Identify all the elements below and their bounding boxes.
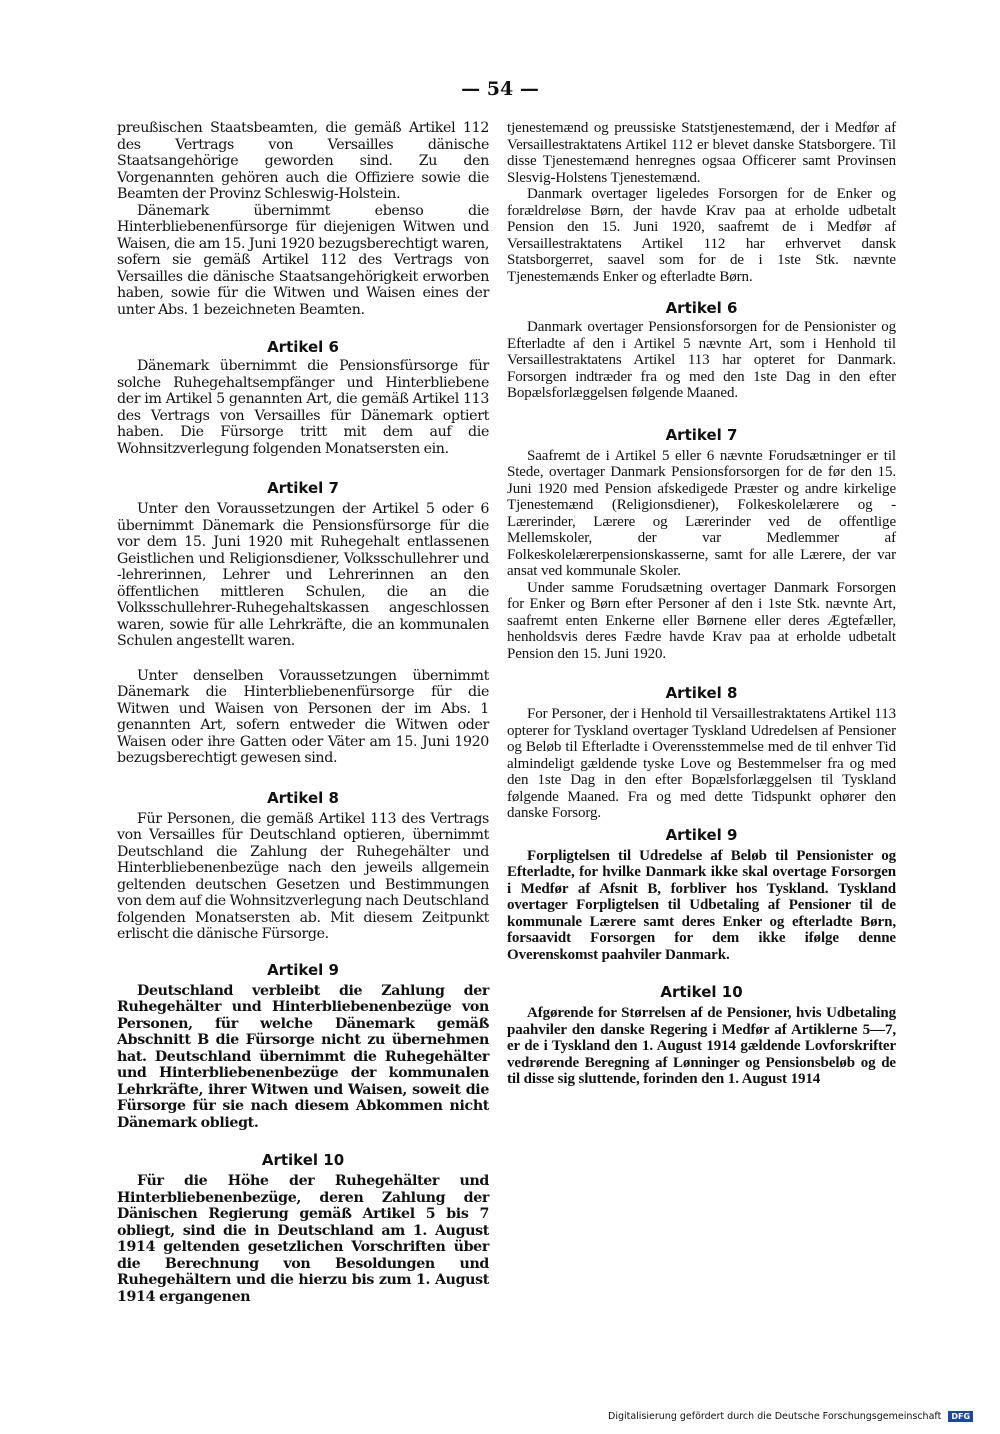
paragraph: Für Personen, die gemäß Artikel 113 des Vertrags von Versailles für Deutschland optieren, übernimmt Deutschland die Zahlung der Ruhegehälter und Hinterbliebenenbezüge nach den jeweils allgemein geltenden deutschen Gesetzen und Bestimmungen von dem auf die Wohnsitzverlegung nach Deutschland folgenden Monatsersten ab. Mit diesem Zeitpunkt erlischt die dänische Fürsorge. (117, 810, 489, 942)
footer-credit (608, 1411, 973, 1422)
article-heading: Artikel 8 (665, 684, 738, 702)
page-number: — 54 — (461, 78, 539, 100)
article-heading: Artikel 10 (660, 983, 743, 1001)
paragraph: Deutschland verbleibt die Zahlung der Ruhegehälter und Hinterbliebenenbezüge von Personen, für welche Dänemark gemäß Abschnitt B die Fürsorge nicht zu übernehmen hat. Deutschland übernimmt die Ruhegehälter und Hinterbliebenenbezüge der kommunalen Lehrkräfte, ihrer Witwen und Waisen, soweit die Fürsorge für sie nach diesem Abkommen nicht Dänemark obliegt. (117, 982, 489, 1131)
paragraph: Unter den Voraussetzungen der Artikel 5 oder 6 übernimmt Dänemark die Pensionsfürsorge für die vor dem 15. Juni 1920 mit Ruhegehalt entlassenen Geistlichen und Religionsdiener, Volksschullehrer und -lehrerinnen, Lehrer und Lehrerinnen an den öffentlichen mittleren Schulen, die an die Volksschullehrer-Ruhegehaltskassen angeschlossen waren, sowie für alle Lehrkräfte, die an kommunalen Schulen angestellt waren. (117, 501, 489, 649)
paragraph: Afgørende for Størrelsen af de Pensioner, hvis Udbetaling paahviler den danske Regering i Medfør af Artiklerne 5—7, er de i Tyskland den 1. August 1914 gældende Lovforskrifter vedrørende Beregning af Lønninger og Pensionsbeløb og de til disse sig sluttende, forinden den 1. August 1914 (507, 1005, 896, 1087)
article-heading: Artikel 6 (267, 338, 339, 356)
danish-column (507, 120, 896, 1088)
article-heading: Artikel 8 (267, 788, 339, 807)
paragraph: Danmark overtager ligeledes Forsorgen for de Enker og forældreløse Børn, der havde Krav paa at erholde udbetalt Pension den 15. Juni 1920, saafremt de i Medfør af Versaillestraktatens Artikel 112 har erhvervet dansk Statsborgerret, saavel som for de i 1ste Stk. nævnte Tjenestemænds Enker og efterladte Børn. (507, 186, 896, 285)
paragraph: Saafremt de i Artikel 5 eller 6 nævnte Forudsætninger er til Stede, overtager Danmark Pensionsforsorgen for de før den 15. Juni 1920 med Pension afskedigede Præster og andre kirkelige Tjenestemænd (Religionsdiener), Folkeskolelærere og -Lærerinder, Lærere og Lærerinder ved de offentlige Mellemskoler, der var Medlemmer af Folkeskolelærerpensionskasserne, samt for alle Lærere, der var ansat ved kommunale Skoler. (507, 447, 896, 579)
article-heading: Artikel 9 (665, 825, 738, 844)
article-heading: Artikel 10 (261, 1151, 345, 1169)
paragraph: Danmark overtager Pensionsforsorgen for de Pensionister og Efterladte af den i Artikel 5 nævnte Art, som i Henhold til Versaillestraktatens Artikel 113 har opteret for Danmark. Forsorgen indtræder fra og med den 1ste Dag in den efter Bopælsforlæggelsen følgende Maaned. (507, 319, 896, 401)
paragraph: Dänemark übernimmt die Pensionsfürsorge für solche Ruhegehaltsempfänger und Hinterbliebene der im Artikel 5 genannten Art, die gemäß Artikel 113 des Vertrags von Versailles für Dänemark optiert haben. Die Fürsorge tritt mit dem auf die Wohnsitzverlegung folgenden Monatsersten ein. (117, 358, 489, 457)
paragraph: Unter denselben Voraussetzungen übernimmt Dänemark die Hinterbliebenenfürsorge für die Witwen und Waisen von Personen der im Abs. 1 genannten Art, sofern entweder die Witwen oder Waisen oder ihre Gatten oder Väter am 15. Juni 1920 bezugsberechtigt gewesen sind. (117, 667, 489, 766)
dfg-logo: DFG (948, 1411, 973, 1422)
paragraph: tjenestemænd og preussiske Statstjenestemænd, der i Medfør af Versaillestraktatens Artikel 112 er blevet danske Statsborgere. Til disse Tjenestemænd henregnes ogsaa Officerer samt Provinsen Slesvig-Holstens Tjenestemænd. (507, 120, 896, 186)
article-heading: Artikel 9 (267, 960, 339, 979)
article-heading: Artikel 7 (665, 425, 738, 444)
article-heading: Artikel 7 (267, 479, 339, 497)
footer-text: Digitalisierung gefördert durch die Deutsche Forschungsgemeinschaft (608, 1411, 942, 1422)
paragraph: For Personer, der i Henhold til Versaillestraktatens Artikel 113 opterer for Tyskland overtager Tyskland Udredelsen af Pensioner og Beløb til Efterladte i Overensstemmelse med de til enhver Tid almindeligt gældende tyske Love og Bestemmelser fra og med den 1ste Dag in den efter Bopælsforlæggelsen til Tyskland følgende Maaned. Fra og med dette Tidspunkt ophører den danske Forsorg. (507, 706, 896, 821)
paragraph: preußischen Staatsbeamten, die gemäß Artikel 112 des Vertrags von Versailles dänische Staatsangehörige geworden sind. Zu den Vorgenannten gehören auch die Offiziere sowie die Beamten der Provinz Schleswig-Holstein. (117, 120, 489, 202)
paragraph: Forpligtelsen til Udredelse af Beløb til Pensionister og Efterladte, for hvilke Danmark ikke skal overtage Forsorgen i Medfør af Afsnit B, forbliver hos Tyskland. Tyskland overtager Forpligtelsen til Udbetaling af Pensioner til de kommunale Lærere samt deres Enker og efterladte Børn, forsaavidt Forsorgen for dem ikke ifølge denne Overenskomst paahviler Danmark. (507, 847, 896, 963)
paragraph: Für die Höhe der Ruhegehälter und Hinterbliebenenbezüge, deren Zahlung der Dänischen Regierung gemäß Artikel 5 bis 7 obliegt, sind die in Deutschland am 1. August 1914 geltenden gesetzlichen Vorschriften über die Berechnung von Besoldungen und Ruhegehältern und die hierzu bis zum 1. August 1914 ergangenen (117, 1173, 489, 1305)
paragraph: Dänemark übernimmt ebenso die Hinterbliebenenfürsorge für diejenigen Witwen und Waisen, die am 15. Juni 1920 bezugsberechtigt waren, sofern sie gemäß Artikel 112 des Vertrags von Versailles die dänische Staatsangehörigkeit erworben haben, sowie für die Witwen und Waisen eines der unter Abs. 1 bezeichneten Beamten. (117, 202, 489, 318)
article-heading: Artikel 6 (665, 299, 738, 317)
german-column (117, 120, 489, 1305)
paragraph: Under samme Forudsætning overtager Danmark Forsorgen for Enker og Børn efter Personer af den i 1ste Stk. nævnte Art, saafremt enten Enkerne eller Børnene eller deres Ægtefæller, henholdsvis deres Fædre havde Krav paa at erholde udbetalt Pension den 15. Juni 1920. (507, 579, 896, 662)
